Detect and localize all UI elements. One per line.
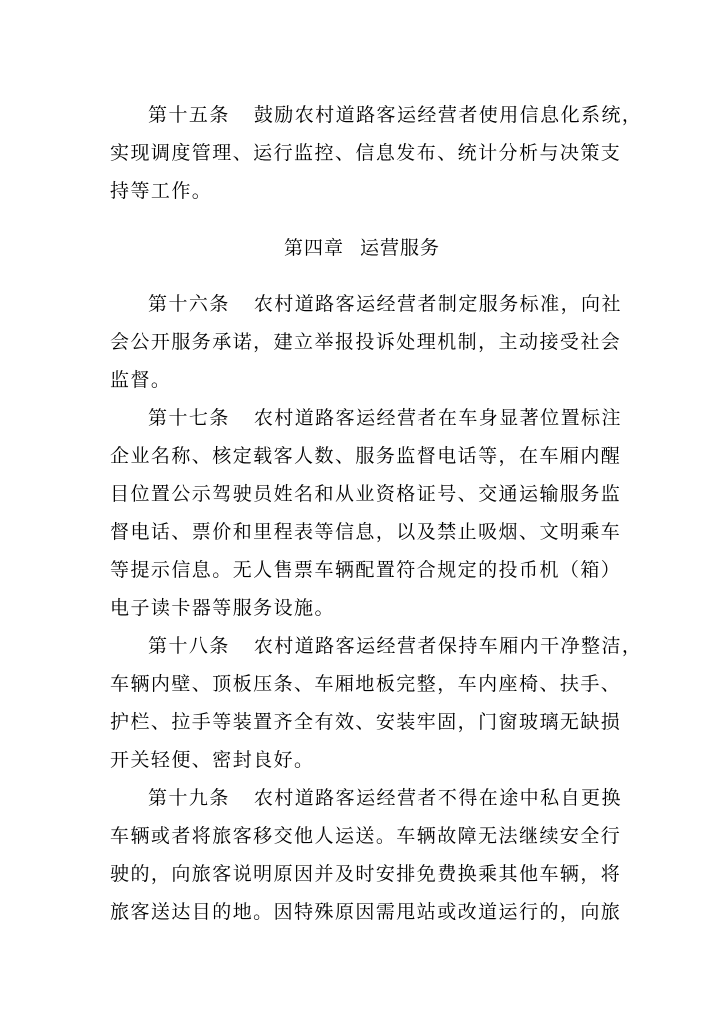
article-18-line-1 xyxy=(148,627,668,665)
article-18-line-4: 开关轻便、密封良好。 xyxy=(110,749,315,771)
article-19-number: 第十九条 xyxy=(148,787,230,809)
article-15-number: 第十五条 xyxy=(148,104,230,126)
article-19-line-4: 旅客送达目的地。因特殊原因需甩站或改道运行的，向旅 xyxy=(110,901,622,923)
article-18-number: 第十八条 xyxy=(148,635,230,657)
article-16-line-1 xyxy=(148,285,668,323)
article-17-line-6: 电子读卡器等服务设施。 xyxy=(110,597,335,619)
article-15-text-1: 鼓励农村道路客运经营者使用信息化系统， xyxy=(253,104,643,126)
article-16-number: 第十六条 xyxy=(148,293,230,315)
article-15-line-1 xyxy=(148,96,668,134)
article-19-text-1: 农村道路客运经营者不得在途中私自更换 xyxy=(253,787,622,809)
article-17-line-3: 目位置公示驾驶员姓名和从业资格证号、交通运输服务监 xyxy=(110,483,622,505)
article-17-line-2: 企业名称、核定载客人数、服务监督电话等，在车厢内醒 xyxy=(110,445,622,467)
article-17-line-5: 等提示信息。无人售票车辆配置符合规定的投币机（箱） xyxy=(110,559,622,581)
article-19-line-2: 车辆或者将旅客移交他人运送。车辆故障无法继续安全行 xyxy=(110,825,622,847)
article-17-line-4: 督电话、票价和里程表等信息，以及禁止吸烟、文明乘车 xyxy=(110,521,622,543)
article-17-text-1: 农村道路客运经营者在车身显著位置标注 xyxy=(253,407,622,429)
article-19-line-1 xyxy=(148,779,668,817)
article-17-line-1 xyxy=(148,399,668,437)
article-15-line-2: 实现调度管理、运行监控、信息发布、统计分析与决策支 xyxy=(110,142,622,164)
article-18-line-3: 护栏、拉手等装置齐全有效、安装牢固，门窗玻璃无缺损 xyxy=(110,711,622,733)
article-18-line-2: 车辆内壁、顶板压条、车厢地板完整，车内座椅、扶手、 xyxy=(110,673,622,695)
article-19-line-3: 驶的，向旅客说明原因并及时安排免费换乘其他车辆，将 xyxy=(110,863,622,885)
article-15-line-3: 持等工作。 xyxy=(110,180,213,202)
chapter-name: 运营服务 xyxy=(360,237,441,259)
article-16-line-3: 监督。 xyxy=(110,369,172,391)
chapter-number: 第四章 xyxy=(283,237,344,259)
article-17-number: 第十七条 xyxy=(148,407,230,429)
article-16-line-2: 会公开服务承诺，建立举报投诉处理机制，主动接受社会 xyxy=(110,331,622,353)
chapter-heading xyxy=(0,229,724,267)
article-18-text-1: 农村道路客运经营者保持车厢内干净整洁， xyxy=(253,635,643,657)
article-16-text-1: 农村道路客运经营者制定服务标准，向社 xyxy=(253,293,622,315)
